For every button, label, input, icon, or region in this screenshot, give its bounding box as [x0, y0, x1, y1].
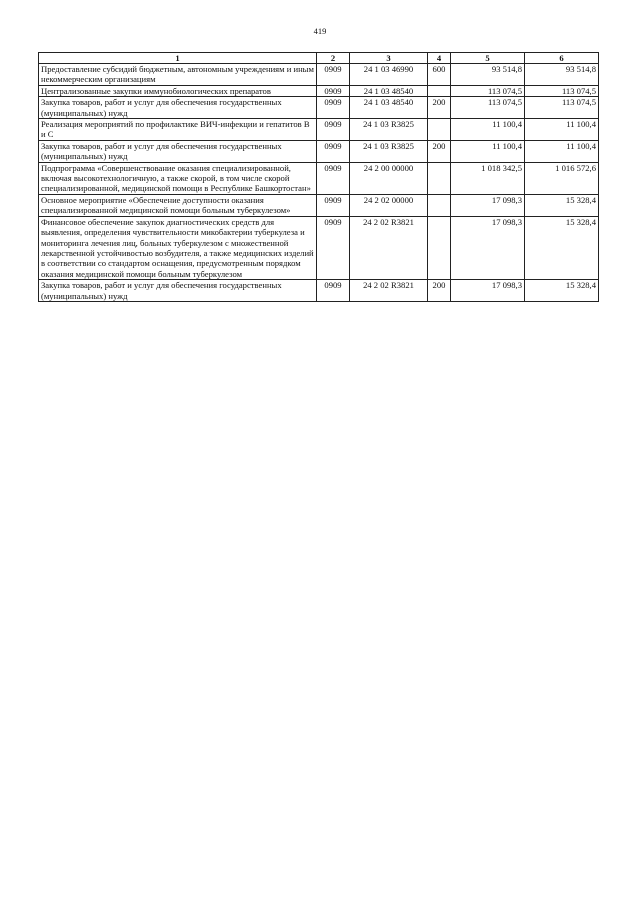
- row-sum-1: 17 098,3: [451, 216, 525, 279]
- table-row: [39, 64, 599, 86]
- table-row: [39, 85, 599, 96]
- row-section: 0909: [317, 162, 350, 194]
- row-type: 600: [428, 64, 451, 86]
- column-header-6: 6: [525, 53, 599, 64]
- row-section: 0909: [317, 85, 350, 96]
- row-type: 200: [428, 280, 451, 302]
- row-type: [428, 85, 451, 96]
- row-name: Централизованные закупки иммунобиологических препаратов: [39, 85, 317, 96]
- row-name: Предоставление субсидий бюджетным, автономным учреждениям и иным некоммерческим организациям: [39, 64, 317, 86]
- row-sum-1: 113 074,5: [451, 97, 525, 119]
- row-sum-1: 17 098,3: [451, 194, 525, 216]
- column-header-1: 1: [39, 53, 317, 64]
- row-sum-2: 15 328,4: [525, 216, 599, 279]
- row-target: 24 1 03 R3825: [350, 119, 428, 141]
- row-type: [428, 216, 451, 279]
- row-sum-1: 17 098,3: [451, 280, 525, 302]
- table-header-row: [39, 53, 599, 64]
- row-section: 0909: [317, 64, 350, 86]
- row-type: [428, 194, 451, 216]
- row-sum-2: 1 016 572,6: [525, 162, 599, 194]
- row-name: Финансовое обеспечение закупок диагностических средств для выявления, определения чувствительности микобактерии туберкулеза и мониторинга лечения лиц, больных туберкулезом с множественной лекарственной устойчивостью возбудителя, а также медицинских изделий в соответствии со стандартом оснащения, предусмотренным порядком оказания медицинской помощи больным туберкулезом: [39, 216, 317, 279]
- row-sum-2: 113 074,5: [525, 97, 599, 119]
- row-sum-2: 15 328,4: [525, 194, 599, 216]
- row-sum-1: 1 018 342,5: [451, 162, 525, 194]
- row-sum-1: 93 514,8: [451, 64, 525, 86]
- row-section: 0909: [317, 97, 350, 119]
- row-type: [428, 162, 451, 194]
- row-sum-1: 11 100,4: [451, 119, 525, 141]
- row-sum-2: 11 100,4: [525, 140, 599, 162]
- table-row: [39, 140, 599, 162]
- row-section: 0909: [317, 119, 350, 141]
- row-name: Реализация мероприятий по профилактике ВИЧ-инфекции и гепатитов В и С: [39, 119, 317, 141]
- column-header-3: 3: [350, 53, 428, 64]
- row-target: 24 2 02 00000: [350, 194, 428, 216]
- row-target: 24 2 00 00000: [350, 162, 428, 194]
- row-target: 24 1 03 48540: [350, 85, 428, 96]
- row-type: [428, 119, 451, 141]
- table-row: [39, 194, 599, 216]
- row-name: Закупка товаров, работ и услуг для обеспечения государственных (муниципальных) нужд: [39, 140, 317, 162]
- table-row: [39, 97, 599, 119]
- row-sum-2: 11 100,4: [525, 119, 599, 141]
- row-target: 24 1 03 R3825: [350, 140, 428, 162]
- row-sum-2: 15 328,4: [525, 280, 599, 302]
- row-target: 24 1 03 46990: [350, 64, 428, 86]
- budget-table: [38, 52, 599, 302]
- row-section: 0909: [317, 194, 350, 216]
- row-sum-2: 113 074,5: [525, 85, 599, 96]
- table-row: [39, 280, 599, 302]
- row-type: 200: [428, 140, 451, 162]
- column-header-5: 5: [451, 53, 525, 64]
- table-row: [39, 119, 599, 141]
- row-section: 0909: [317, 280, 350, 302]
- row-section: 0909: [317, 140, 350, 162]
- page-number: 419: [313, 26, 327, 36]
- row-type: 200: [428, 97, 451, 119]
- column-header-4: 4: [428, 53, 451, 64]
- column-header-2: 2: [317, 53, 350, 64]
- row-target: 24 2 02 R3821: [350, 216, 428, 279]
- row-sum-2: 93 514,8: [525, 64, 599, 86]
- row-sum-1: 11 100,4: [451, 140, 525, 162]
- row-name: Закупка товаров, работ и услуг для обеспечения государственных (муниципальных) нужд: [39, 280, 317, 302]
- table-row: [39, 162, 599, 194]
- row-target: 24 1 03 48540: [350, 97, 428, 119]
- row-section: 0909: [317, 216, 350, 279]
- row-name: Основное мероприятие «Обеспечение доступности оказания специализированной медицинской помощи больным туберкулезом»: [39, 194, 317, 216]
- row-target: 24 2 02 R3821: [350, 280, 428, 302]
- table-row: [39, 216, 599, 279]
- row-name: Закупка товаров, работ и услуг для обеспечения государственных (муниципальных) нужд: [39, 97, 317, 119]
- row-sum-1: 113 074,5: [451, 85, 525, 96]
- row-name: Подпрограмма «Совершенствование оказания специализированной, включая высокотехнологичную, а также скорой, в том числе скорой специализированной, медицинской помощи в Республике Башкортостан»: [39, 162, 317, 194]
